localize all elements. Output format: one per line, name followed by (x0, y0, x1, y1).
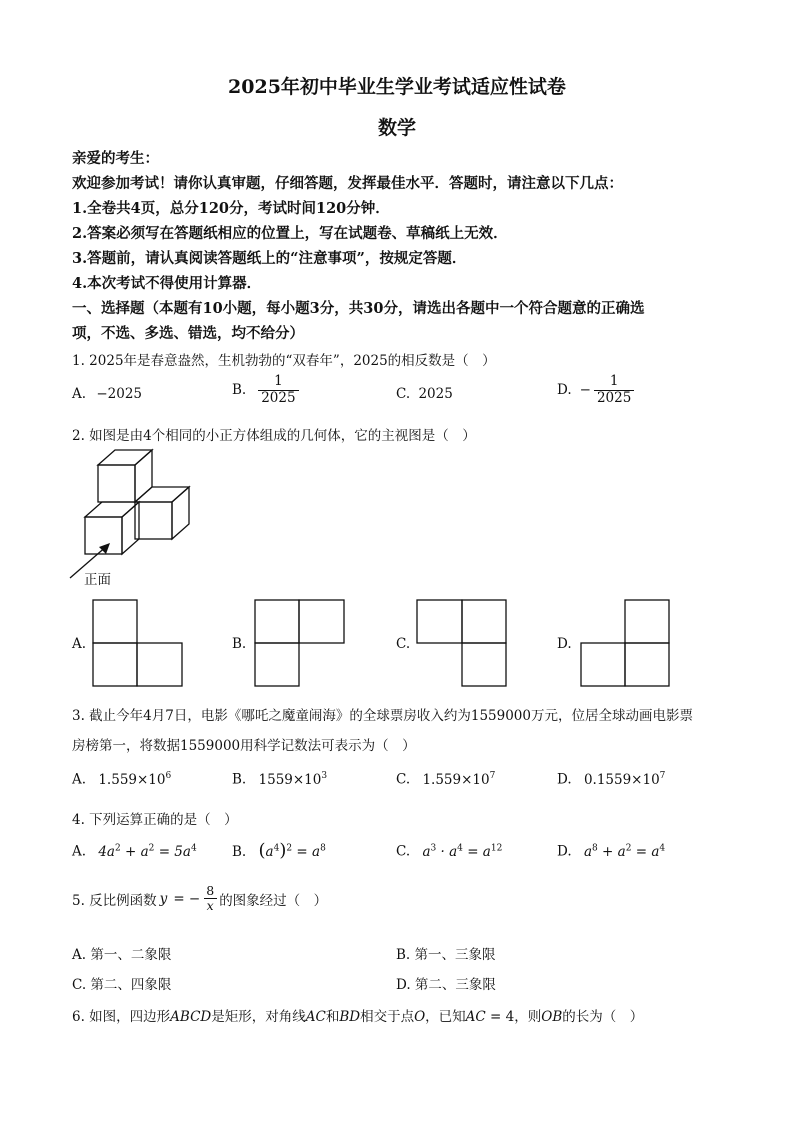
q4-c-expression: $a^3 \cdot a^4 = a^{12}$ (422, 843, 503, 860)
q2-b-label: B. (232, 636, 247, 652)
front-cube-side-face (122, 502, 139, 554)
q1-b-numerator: 1 (274, 373, 283, 389)
q3-option-d (557, 771, 665, 788)
section-heading-line1: 一、选择题（本题有10小题，每小题3分，共30分，请选出各题中一个符合题意的正确选 (72, 300, 645, 317)
q3-b-exponent: 3 (321, 771, 328, 781)
q3-a-base: 1.559×10 (98, 771, 166, 788)
q5-stem (72, 884, 327, 914)
q6-text-4: ，已知 (425, 1009, 466, 1025)
q4-d-expression: $a^8 + a^2 = a^4$ (583, 843, 666, 860)
q6-bd: BD (339, 1009, 361, 1025)
q1-b-label: B. (232, 382, 247, 399)
q5-option-a: A. 第一、二象限 (72, 947, 172, 963)
note-2: 2.答案必须写在答题纸相应的位置上，写在试题卷、草稿纸上无效． (72, 225, 508, 242)
q1-a-label: A. (72, 386, 87, 402)
exam-title: 2025年初中毕业生学业考试适应性试卷 (228, 76, 566, 98)
q1-d-numerator: 1 (609, 373, 619, 389)
view-d-bottom-right-square (625, 643, 669, 686)
top-cube-front-face (98, 465, 135, 502)
q1-a-value: −2025 (96, 386, 143, 402)
q3-stem-line1: 3. 截止今年4月7日，电影《哪吒之魔童闹海》的全球票房收入约为1559000万元，位居全球动画电影票 (72, 708, 693, 724)
q5-option-d: D. 第二、三象限 (396, 977, 496, 993)
q5-denominator: x (204, 898, 217, 913)
q6-o: O (414, 1009, 426, 1025)
q3-c-base: 1.559×10 (422, 771, 490, 788)
q4-a-label: A. (72, 843, 87, 860)
q3-d-base: 0.1559×10 (583, 771, 660, 788)
q6-equals-4: = 4 (485, 1009, 515, 1025)
q6-text-6: 的长为（ ） (562, 1009, 644, 1025)
q4-option-b (232, 840, 326, 861)
view-d-bottom-left-square (581, 643, 625, 686)
q6-text-2: 和 (325, 1009, 340, 1025)
view-b-top-right-square (299, 600, 344, 643)
q6-ac-2: AC (465, 1009, 486, 1025)
note-1: 1.全卷共4页，总分120分，考试时间120分钟． (72, 200, 390, 217)
q1-c-label: C. (396, 386, 411, 402)
q3-c-exponent: 7 (489, 771, 496, 781)
q3-c-label: C. (396, 771, 411, 788)
q3-option-c (396, 771, 495, 788)
q5-y-variable: y (159, 890, 168, 907)
q5-option-b: B. 第一、三象限 (396, 947, 496, 963)
q1-d-sign: − (579, 382, 591, 399)
q6-ac: AC (305, 1009, 326, 1025)
q4-a-expression: $4a^2 + a^2 = 5a^4$ (98, 843, 197, 860)
q2-a-label: A. (72, 636, 87, 652)
section-heading-line2: 项，不选、多选、错选，均不给分） (72, 325, 304, 342)
view-b-top-left-square (255, 600, 299, 643)
view-a-bottom-right-square (137, 643, 182, 686)
q4-option-d (557, 843, 665, 860)
q4-stem: 4. 下列运算正确的是（ ） (72, 812, 238, 828)
front-label: 正面 (84, 572, 111, 588)
q3-d-exponent: 7 (659, 771, 666, 781)
greeting: 亲爱的考生： (72, 150, 159, 167)
q2-c-label: C. (396, 636, 411, 652)
q6-text-3: 相交于点 (360, 1009, 415, 1025)
view-c-top-left-square (417, 600, 462, 643)
q6-stem (72, 1005, 643, 1025)
q5-option-c: C. 第二、四象限 (72, 977, 172, 993)
view-d-top-square (625, 600, 669, 643)
q4-c-label: C. (396, 843, 411, 860)
q2-d-label: D. (557, 636, 572, 652)
q3-a-label: A. (72, 771, 87, 788)
q1-b-denominator: 2025 (258, 390, 298, 407)
q5-stem-prefix: 5. 反比例函数 (72, 892, 157, 909)
q6-stem-prefix: 6. 如图，四边形 (72, 1009, 171, 1025)
q3-b-base: 1559×10 (258, 771, 322, 788)
view-a-top-square (93, 600, 137, 643)
q6-ob: OB (541, 1009, 563, 1025)
q5-equals-minus: = − (173, 890, 201, 907)
q3-b-label: B. (232, 771, 247, 788)
q6-abcd: ABCD (170, 1009, 212, 1025)
q1-stem: 1. 2025年是春意盎然，生机勃勃的“双春年”，2025的相反数是（ ） (72, 353, 496, 369)
q4-b-label: B. (232, 844, 247, 860)
q1-d-label: D. (557, 382, 572, 399)
subject-title: 数学 (377, 117, 416, 139)
q5-numerator: 8 (206, 883, 215, 898)
q4-option-a (72, 843, 197, 860)
note-3: 3.答题前，请认真阅读答题纸上的“注意事项”，按规定答题． (72, 250, 467, 267)
view-c-top-right-square (462, 600, 506, 643)
q4-b-expression: $(a^4)^2 = a^8$ (258, 840, 326, 861)
q5-stem-suffix: 的图象经过（ ） (219, 892, 328, 909)
q6-text-5: ，则 (514, 1009, 542, 1025)
view-b-bottom-square (255, 643, 299, 686)
q3-a-exponent: 6 (165, 771, 172, 781)
q5-fraction (203, 884, 217, 914)
q3-d-label: D. (557, 771, 572, 788)
front-arrow-head (99, 543, 110, 554)
welcome-text: 欢迎参加考试！请你认真审题，仔细答题，发挥最佳水平．答题时，请注意以下几点： (72, 175, 623, 192)
q1-d-denominator: 2025 (594, 390, 634, 407)
q4-option-c (396, 843, 502, 860)
view-c-bottom-square (462, 643, 506, 686)
right-cube-side-face (172, 487, 189, 539)
right-cube-front-face (135, 502, 172, 539)
q3-stem-line2: 房榜第一，将数据1559000用科学记数法可表示为（ ） (72, 738, 416, 754)
q3-option-a (72, 771, 171, 788)
q2-stem: 2. 如图是由4个相同的小正方体组成的几何体，它的主视图是（ ） (72, 428, 476, 444)
q1-c-value: 2025 (418, 386, 453, 402)
q3-option-b (232, 771, 327, 788)
q6-text-1: 是矩形，对角线 (211, 1009, 306, 1025)
q4-d-label: D. (557, 843, 572, 860)
note-4: 4.本次考试不得使用计算器． (72, 275, 262, 292)
view-a-bottom-left-square (93, 643, 137, 686)
